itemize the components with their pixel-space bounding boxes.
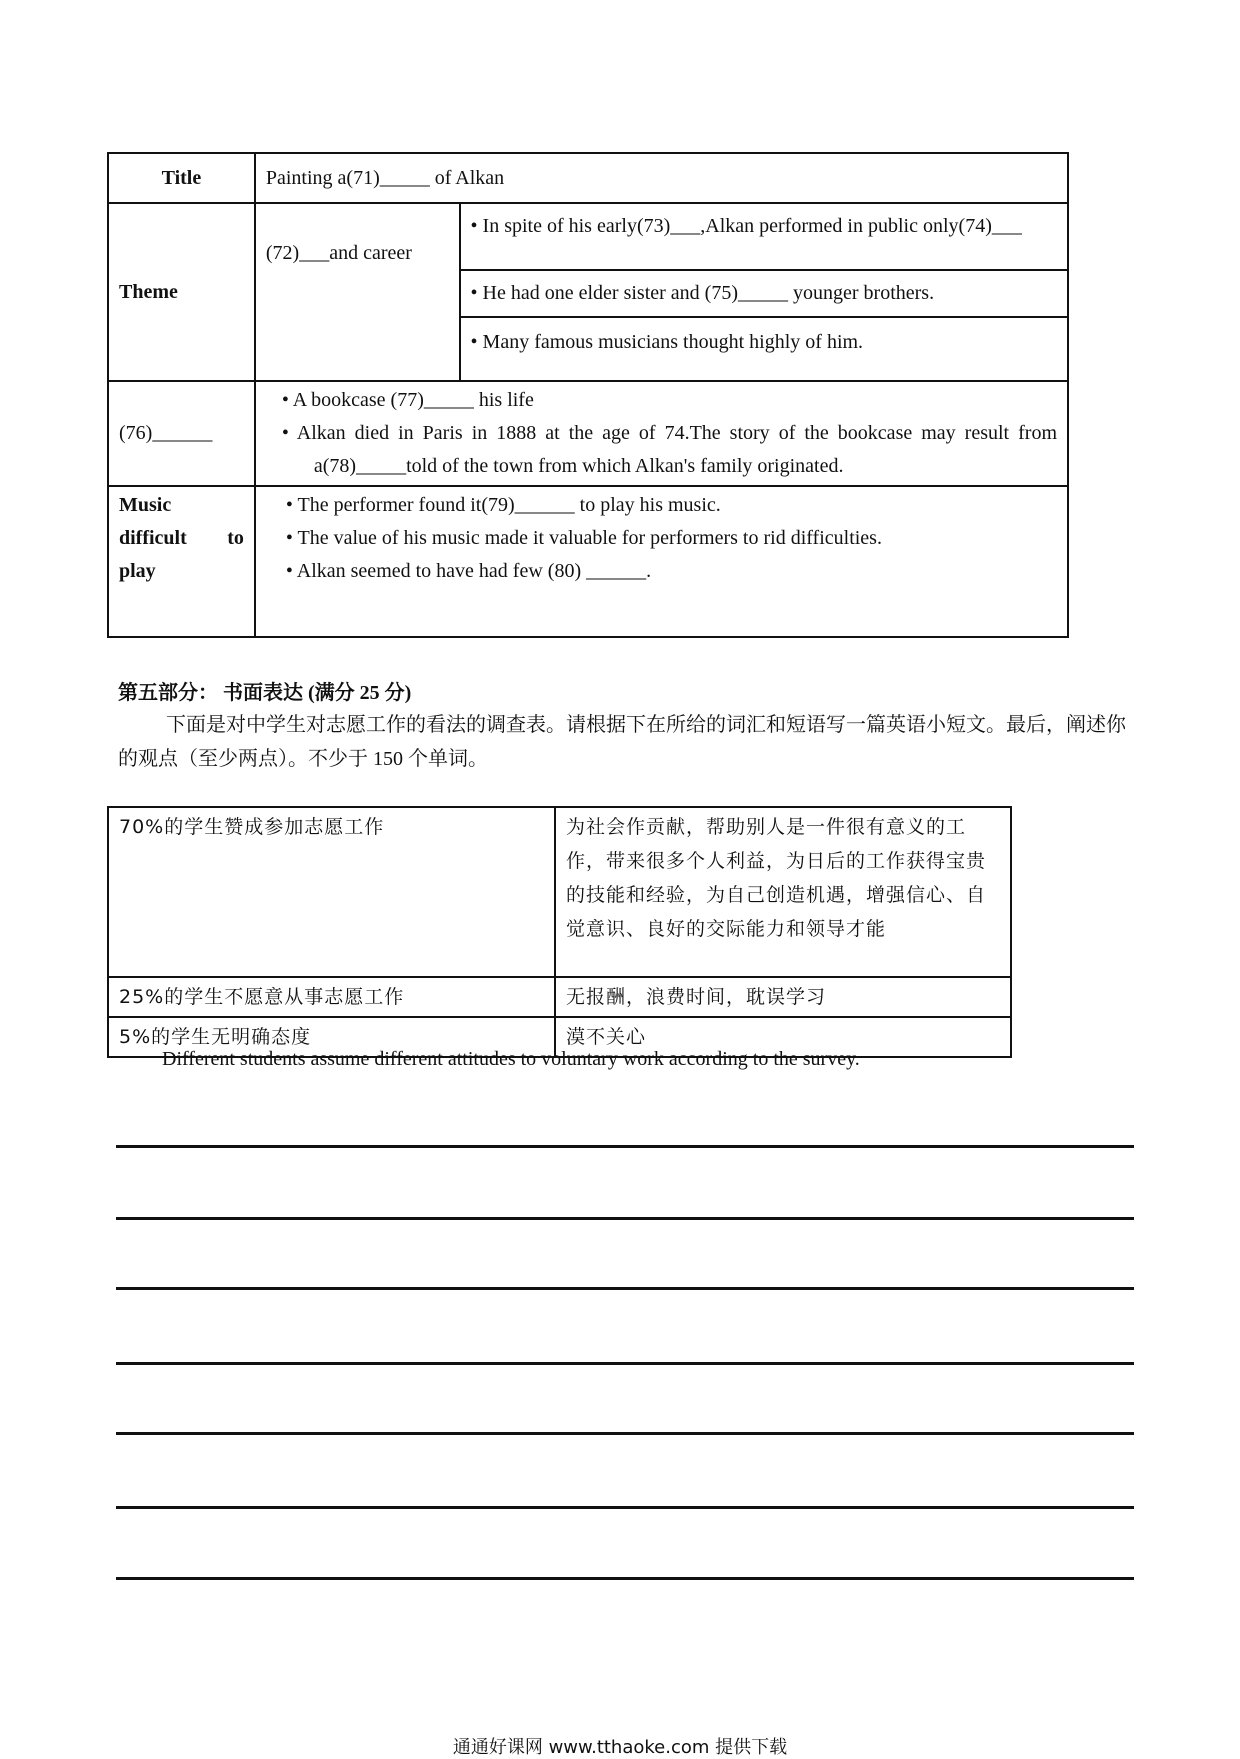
row4-item-3: • Alkan seemed to have had few (80) ______. bbox=[285, 560, 652, 582]
theme-label: Theme bbox=[108, 203, 255, 381]
theme-item-1: • In spite of his early(73)___,Alkan performed in public only(74)___ bbox=[460, 203, 1068, 270]
row3-item-1: • A bookcase (77)_____ his life bbox=[281, 389, 534, 411]
writing-line[interactable] bbox=[116, 1217, 1134, 1220]
title-label: Title bbox=[108, 153, 255, 203]
theme-item-3: • Many famous musicians thought highly of him. bbox=[460, 317, 1068, 381]
survey-row2-right: 无报酬，浪费时间，耽误学习 bbox=[555, 977, 1011, 1017]
row3-item-2: • Alkan died in Paris in 1888 at the age of 74.The story of the bookcase may result from a(78)_____told of the town from which Alkan's family originated. bbox=[281, 422, 1057, 477]
opening-sentence: Different students assume different attitudes to voluntary work according to the survey. bbox=[162, 1048, 860, 1070]
writing-line[interactable] bbox=[116, 1145, 1134, 1148]
row3-label: (76)______ bbox=[108, 381, 255, 486]
row4-item-1: • The performer found it(79)______ to play his music. bbox=[285, 494, 721, 516]
title-value: Painting a(71)_____ of Alkan bbox=[255, 153, 1068, 203]
row4-label: Music difficult to play bbox=[108, 486, 255, 637]
survey-row3-left: 5%的学生无明确态度 bbox=[108, 1017, 555, 1057]
row4-content bbox=[255, 486, 1068, 637]
survey-row2-left: 25%的学生不愿意从事志愿工作 bbox=[108, 977, 555, 1017]
theme-middle bbox=[255, 203, 460, 381]
section-five-title: 第五部分： 书面表达 (满分 25 分) bbox=[118, 682, 412, 704]
writing-line[interactable] bbox=[116, 1432, 1134, 1435]
survey-row3-right: 漠不关心 bbox=[555, 1017, 1011, 1057]
row3-content bbox=[255, 381, 1068, 486]
footer-text: 通通好课网 www.tthaoke.com 提供下载 bbox=[452, 1737, 788, 1758]
writing-line[interactable] bbox=[116, 1506, 1134, 1509]
writing-line[interactable] bbox=[116, 1362, 1134, 1365]
survey-row1-left: 70%的学生赞成参加志愿工作 bbox=[108, 807, 555, 977]
writing-instructions: 下面是对中学生对志愿工作的看法的调查表。请根据下在所给的词汇和短语写一篇英语小短文。最后，阐述你的观点（至少两点）。不少于 150 个单词。 bbox=[118, 714, 1126, 770]
writing-line[interactable] bbox=[116, 1577, 1134, 1580]
row4-item-2: • The value of his music made it valuable for performers to rid difficulties. bbox=[285, 527, 882, 549]
survey-row1-right: 为社会作贡献，帮助别人是一件很有意义的工作，带来很多个人利益，为日后的工作获得宝贵的技能和经验，为自己创造机遇，增强信心、自觉意识、良好的交际能力和领导才能 bbox=[555, 807, 1011, 977]
survey-table bbox=[107, 806, 1012, 1058]
writing-line[interactable] bbox=[116, 1287, 1134, 1290]
theme-middle-text: (72)___and career bbox=[265, 241, 412, 264]
reading-summary-table bbox=[107, 152, 1069, 638]
theme-item-2: • He had one elder sister and (75)_____ younger brothers. bbox=[460, 270, 1068, 317]
